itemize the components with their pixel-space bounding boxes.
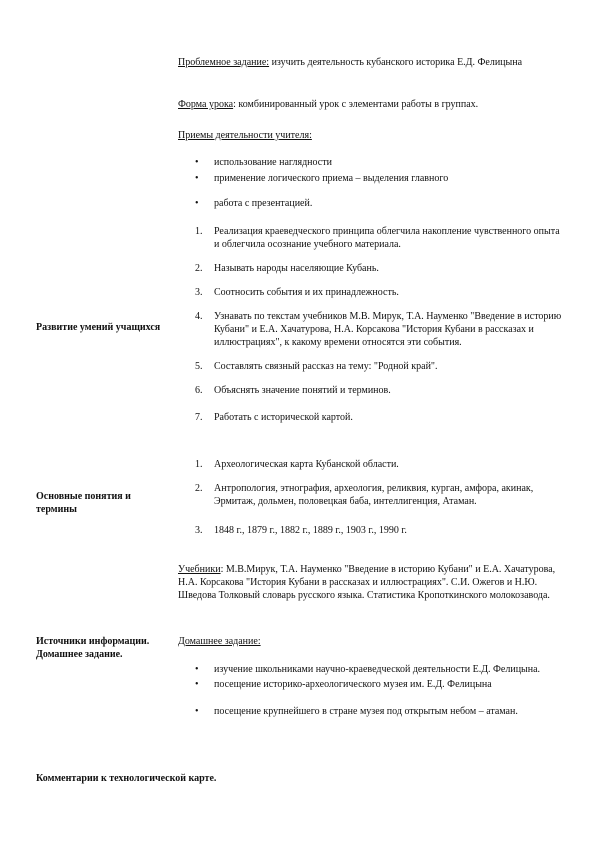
list-item: 6. Объяснять значение понятий и терминов. (195, 385, 391, 396)
list-item: 1. Археологическая карта Кубанской области. (195, 459, 399, 470)
textbooks (178, 563, 563, 602)
problem-task-text: изучить деятельность кубанского историка Е.Д. Фелицына (269, 57, 523, 68)
list-item: 5. Составлять связный рассказ на тему: "Родной край". (195, 361, 438, 372)
list-item: 2. Называть народы населяющие Кубань. (195, 263, 379, 274)
teacher-methods-list (178, 156, 563, 210)
list-item: 3. 1848 г., 1879 г., 1882 г., 1889 г., 1903 г., 1990 г. (195, 525, 407, 536)
textbooks-label: Учебники (178, 564, 221, 575)
lesson-form (178, 98, 563, 111)
list-item: 7. Работать с исторической картой. (195, 412, 353, 423)
teacher-methods-heading (178, 129, 563, 142)
homework-list (178, 663, 563, 718)
concepts-list (178, 458, 563, 537)
sources-label: Источники информации. Домашнее задание. (36, 636, 150, 660)
skills-list (178, 225, 563, 424)
problem-task-label: Проблемное задание: (178, 57, 270, 68)
list-item: • посещение историко-археологического музея им. Е.Д. Фелицына (178, 678, 563, 691)
lesson-form-label: Форма урока (178, 99, 234, 110)
lesson-form-text: : комбинированный урок с элементами работы в группах. (233, 99, 479, 110)
list-item: 3. Соотносить события и их принадлежность. (195, 287, 399, 298)
list-item: 4. Узнавать по текстам учебников М.В. Мирук, Т.А. Науменко "Введение в историю Кубани" и Е.А. Хачатурова, Н.А. Корсакова "История Кубани в рассказах и иллюстрациях", к какому времени относятся эти события. (195, 311, 562, 348)
problem-task (178, 56, 563, 69)
list-item: • работа с презентацией. (178, 197, 563, 210)
textbooks-text: : М.В.Мирук, Т.А. Науменко "Введение в историю Кубани" и Е.А. Хачатурова, Н.А. Корсакова "История Кубани в рассказах и иллюстрациях". С.И. Ожегов и Н.Ю. Шведова Толковый словарь русского языка. Статистика Кропоткинского молокозавода. (178, 564, 556, 601)
comments-heading: Комментарии к технологической карте. (36, 773, 217, 784)
homework-heading (178, 635, 563, 648)
list-item: • использование наглядности (178, 156, 563, 169)
list-item: 2. Антропология, этнография, археология, реликвия, курган, амфора, акинак, Эрмитаж, дольмен, половецкая баба, интеллигенция, Атаман. (195, 483, 534, 507)
list-item: 1. Реализация краеведческого принципа облегчила накопление чувственного опыта и облегчила осознание учебного материала. (195, 226, 560, 250)
teacher-methods-label: Приемы деятельности учителя: (178, 130, 312, 141)
list-item: • посещение крупнейшего в стране музея под открытым небом – атаман. (178, 705, 563, 718)
skills-label: Развитие умений учащихся (36, 322, 161, 333)
list-item: • изучение школьниками научно-краеведческой деятельности Е.Д. Фелицына. (178, 663, 563, 676)
concepts-label: Основные понятия и термины (36, 491, 131, 515)
list-item: • применение логического приема – выделения главного (178, 172, 563, 185)
homework-label: Домашнее задание: (178, 636, 261, 647)
